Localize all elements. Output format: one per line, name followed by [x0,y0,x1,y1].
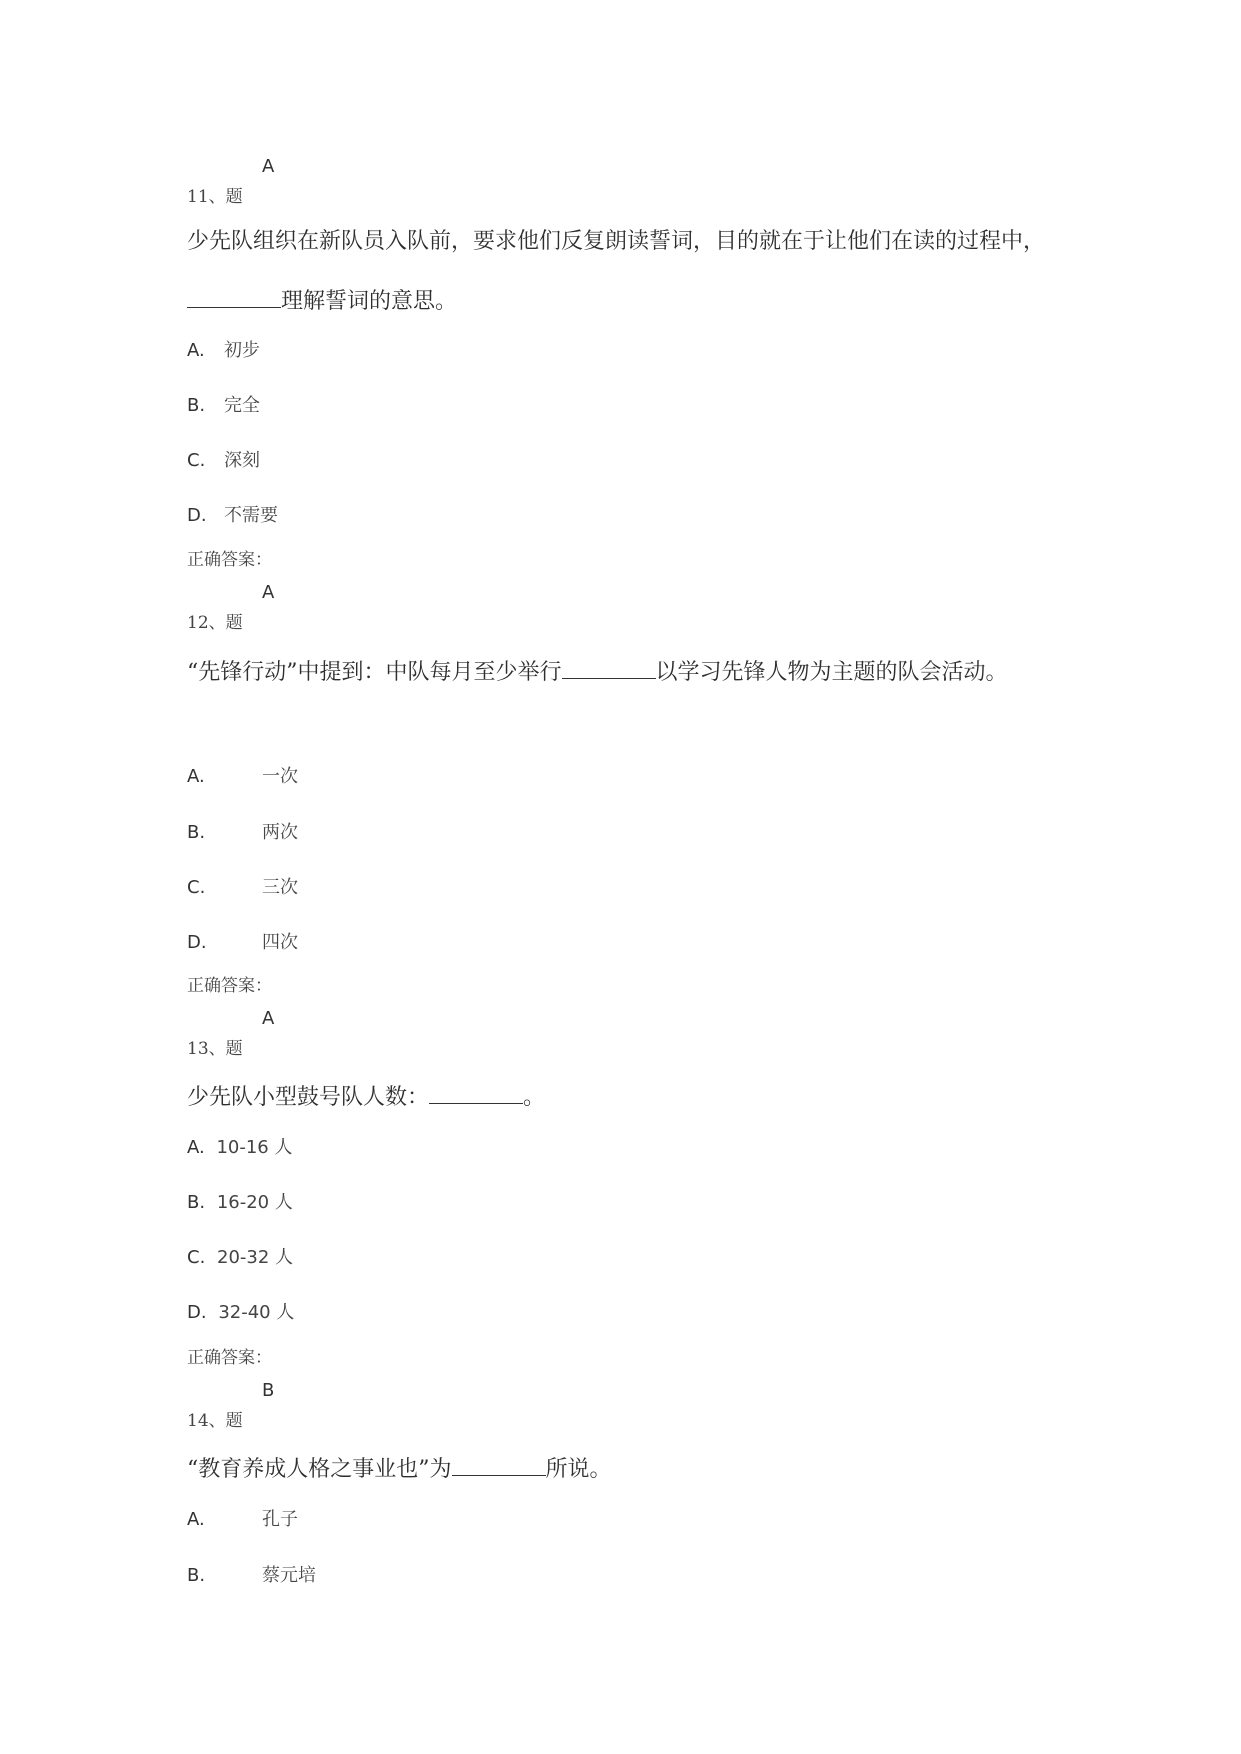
question-12-number: 12、题 [187,613,243,633]
question-12-stem-before: “先锋行动”中提到：中队每月至少举行 [187,660,562,685]
question-14-stem-before: “教育养成人格之事业也”为 [187,1457,452,1482]
question-11-stem-after: 理解誓词的意思。 [281,289,458,314]
previous-answer-letter: A [262,156,275,177]
question-11-option-a-letter: A. [187,340,205,361]
question-13-option-d-unit: 人 [276,1302,295,1323]
question-13-option-b-letter: B. [187,1192,206,1213]
question-12-stem [187,658,1008,684]
question-13-option-d-number: 32-40 [218,1302,271,1323]
question-11-option-b-letter: B. [187,395,206,416]
question-11-answer-label: 正确答案： [187,550,272,570]
answer-blank [562,658,656,679]
answer-blank [452,1455,546,1476]
question-14-number: 14、题 [187,1411,243,1431]
question-11-option-c-letter: C. [187,450,206,471]
question-14-stem [187,1455,612,1481]
answer-blank [187,287,281,308]
question-12-option-d-text: 四次 [262,932,298,953]
question-13-option-a-unit: 人 [274,1137,293,1158]
question-14-stem-after: 所说。 [545,1457,612,1482]
question-13-stem-before: 少先队小型鼓号队人数： [187,1085,430,1110]
question-11-option-d-letter: D. [187,505,207,526]
question-14-option-a-text: 孔子 [262,1509,298,1530]
question-12-answer: A [262,1008,275,1029]
question-13-option-b-number: 16-20 [216,1192,270,1213]
answer-blank [429,1083,523,1104]
question-14-option-b-text: 蔡元培 [262,1565,316,1586]
question-13-stem [187,1083,545,1109]
question-11-stem-line2 [187,287,457,313]
question-11-option-c-text: 深刻 [224,450,260,471]
question-13-stem-after: 。 [523,1085,546,1110]
question-13-answer-label: 正确答案： [187,1348,272,1368]
question-13-option-d [187,1304,294,1322]
question-11-option-a-text: 初步 [224,340,260,361]
question-13-option-a [187,1139,293,1157]
question-11-option-b-text: 完全 [224,395,260,416]
question-14-option-b-letter: B. [187,1565,206,1586]
question-13-option-b [187,1194,293,1212]
question-13-option-c [187,1249,293,1267]
question-12-option-d-letter: D. [187,932,207,953]
question-13-option-c-letter: C. [187,1247,206,1268]
question-12-answer-label: 正确答案： [187,976,272,996]
question-13-option-c-number: 20-32 [217,1247,270,1268]
question-13-option-a-letter: A. [187,1137,205,1158]
question-11-option-d-text: 不需要 [224,505,278,526]
question-11-number: 11、题 [187,187,243,207]
question-11-stem-line1: 少先队组织在新队员入队前，要求他们反复朗读誓词，目的就在于让他们在读的过程中， [187,229,1046,254]
question-14-option-a-letter: A. [187,1509,205,1530]
question-12-option-b-letter: B. [187,822,206,843]
question-13-option-c-unit: 人 [275,1247,294,1268]
question-12-option-c-text: 三次 [262,877,298,898]
question-12-option-a-letter: A. [187,766,205,787]
question-11-answer: A [262,582,275,603]
question-12-option-c-letter: C. [187,877,206,898]
question-12-option-b-text: 两次 [262,822,298,843]
question-12-option-a-text: 一次 [262,766,298,787]
question-13-answer: B [262,1380,275,1401]
question-13-option-a-number: 10-16 [216,1137,269,1158]
question-12-stem-after: 以学习先锋人物为主题的队会活动。 [655,660,1008,685]
question-13-option-d-letter: D. [187,1302,207,1323]
question-13-number: 13、题 [187,1039,243,1059]
question-13-option-b-unit: 人 [274,1192,293,1213]
